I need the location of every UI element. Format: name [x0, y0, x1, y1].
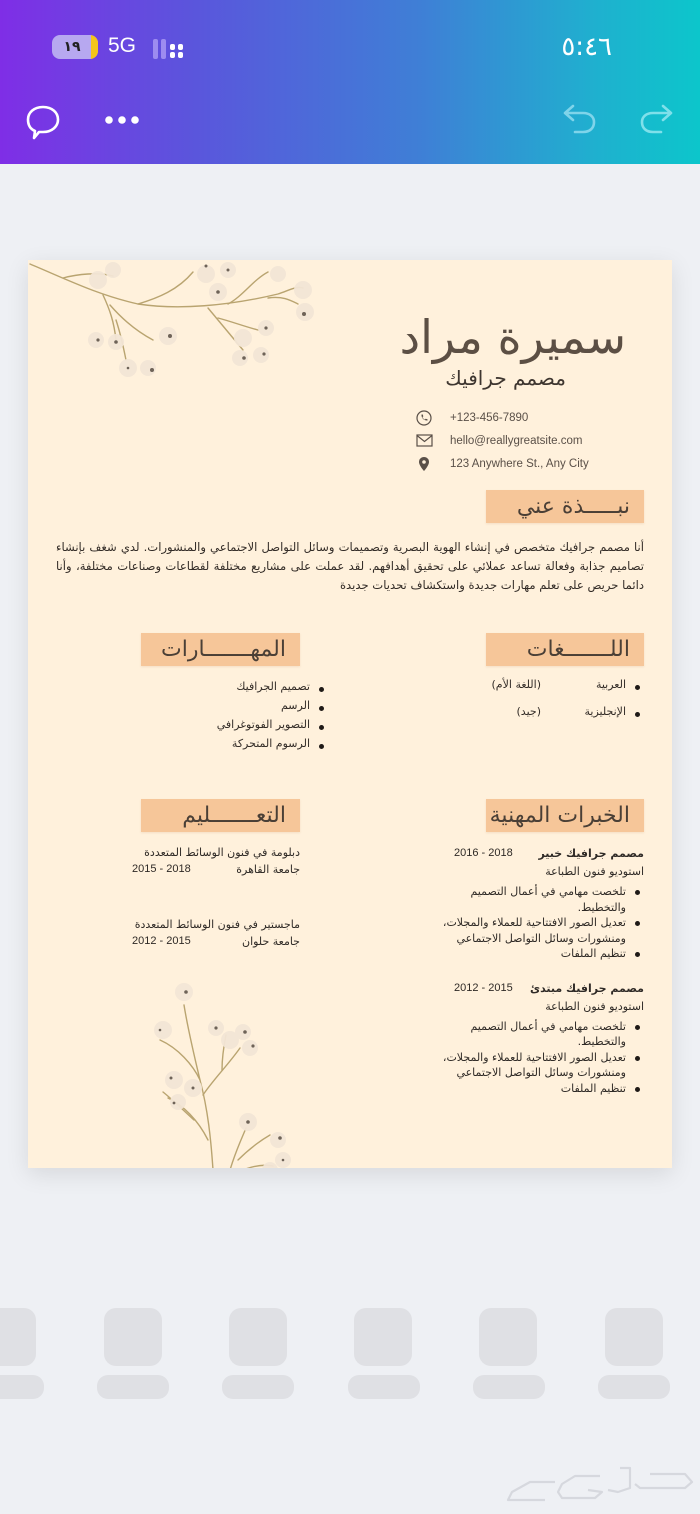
street-address: 123 Anywhere St., Any City: [450, 457, 589, 470]
comment-icon[interactable]: [22, 101, 64, 143]
more-options-icon[interactable]: [100, 105, 144, 135]
editor-toolbar: [0, 95, 700, 147]
degree: دبلومة في فنون الوسائط المتعددة: [144, 846, 300, 859]
email-address: hello@reallygreatsite.com: [450, 434, 583, 447]
floral-branch-decoration: [28, 260, 328, 380]
education-years: 2012 - 2015: [132, 935, 191, 947]
about-heading[interactable]: نبـــــذة عني: [486, 490, 644, 523]
mail-icon: [413, 433, 435, 449]
skill-item[interactable]: التصوير الفوتوغرافي: [168, 718, 328, 737]
job-task: تلخصت مهامي في أعمال التصميم والتخطيط.: [424, 1019, 644, 1050]
job-years: 2012 - 2015: [454, 981, 513, 994]
languages-list: [464, 678, 644, 732]
education-entry[interactable]: [132, 918, 300, 952]
contact-phone[interactable]: [413, 406, 653, 429]
tool-placeholder[interactable]: [479, 1308, 537, 1366]
education-entry[interactable]: [132, 846, 300, 880]
signal-icon: [153, 39, 191, 59]
skill-item[interactable]: تصميم الجرافيك: [168, 680, 328, 699]
contact-email[interactable]: [413, 429, 653, 452]
redo-icon[interactable]: [634, 99, 678, 139]
status-bar: [0, 30, 700, 66]
battery-indicator: [52, 35, 98, 59]
job-task: تنظيم الملفات: [424, 946, 644, 962]
job-company: استوديو فنون الطباعة: [545, 999, 644, 1013]
resume-name[interactable]: سميرة مراد: [399, 310, 626, 364]
school: جامعة حلوان: [241, 935, 300, 948]
contact-address[interactable]: [413, 452, 653, 475]
contact-info: [413, 406, 653, 475]
skill-item[interactable]: الرسوم المتحركة: [168, 737, 328, 756]
job-entry[interactable]: [424, 982, 644, 1097]
tool-placeholder[interactable]: [354, 1308, 412, 1366]
undo-icon[interactable]: [558, 99, 602, 139]
job-task: تنظيم الملفات: [424, 1081, 644, 1097]
tool-placeholder[interactable]: [605, 1308, 663, 1366]
floral-stem-decoration: [138, 970, 298, 1168]
location-pin-icon: [413, 456, 435, 472]
battery-level: ١٩: [63, 39, 81, 55]
education-heading[interactable]: التعـــــــليم: [141, 799, 300, 832]
job-task: تعديل الصور الافتتاحية للعملاء والمجلات، ومنشورات وسائل التواصل الاجتماعي: [424, 1050, 644, 1081]
school: جامعة القاهرة: [236, 863, 300, 876]
haraj-watermark-logo: [500, 1462, 695, 1512]
skills-heading[interactable]: المهـــــــارات: [141, 633, 300, 666]
tool-placeholder[interactable]: [229, 1308, 287, 1366]
job-task: تعديل الصور الافتتاحية للعملاء والمجلات، ومنشورات وسائل التواصل الاجتماعي: [424, 915, 644, 946]
job-title: مصمم جرافيك مبتدئ: [529, 981, 644, 995]
network-type: 5G: [108, 34, 137, 57]
clock: ٥:٤٦: [561, 32, 612, 62]
job-company: استوديو فنون الطباعة: [545, 865, 644, 878]
resume-page[interactable]: [28, 260, 672, 1168]
language-item[interactable]: الإنجليزية (جيد): [464, 705, 644, 732]
job-years: 2016 - 2018: [454, 847, 513, 859]
tool-tray: [0, 1308, 700, 1404]
experience-list: [424, 847, 644, 1116]
skills-list: [168, 680, 328, 756]
job-task: تلخصت مهامي في أعمال التصميم والتخطيط.: [424, 884, 644, 915]
job-entry[interactable]: [424, 847, 644, 962]
resume-role[interactable]: مصمم جرافيك: [445, 366, 566, 390]
education-years: 2015 - 2018: [132, 863, 191, 875]
experience-heading[interactable]: الخبرات المهنية: [486, 799, 644, 832]
phone-number: +123-456-7890: [450, 411, 529, 424]
education-list: [132, 846, 300, 990]
tool-placeholder[interactable]: [104, 1308, 162, 1366]
language-item[interactable]: العربية (اللغة الأم): [464, 678, 644, 705]
job-title: مصمم جرافيك خبير: [538, 847, 644, 860]
degree: ماجستير في فنون الوسائط المتعددة: [134, 918, 300, 931]
skill-item[interactable]: الرسم: [168, 699, 328, 718]
app-header: [0, 0, 700, 164]
tool-placeholder[interactable]: [0, 1308, 36, 1366]
about-text[interactable]: أنا مصمم جرافيك متخصص في إنشاء الهوية البصرية وتصميمات وسائل التواصل الاجتماعي والمنشورات. لدي شغف بإنشاء تصاميم جذابة وفعالة تساعد عملائي على تحقيق أهدافهم. لقد عملت على مشاريع مختلفة لقطاعات وصناعات مختلفة، وأنا دائما حريص على تعلم مهارات جديدة واستكشاف تحديات جديدة: [56, 540, 644, 592]
languages-heading[interactable]: اللـــــــغات: [486, 633, 644, 666]
phone-icon: [413, 410, 435, 426]
